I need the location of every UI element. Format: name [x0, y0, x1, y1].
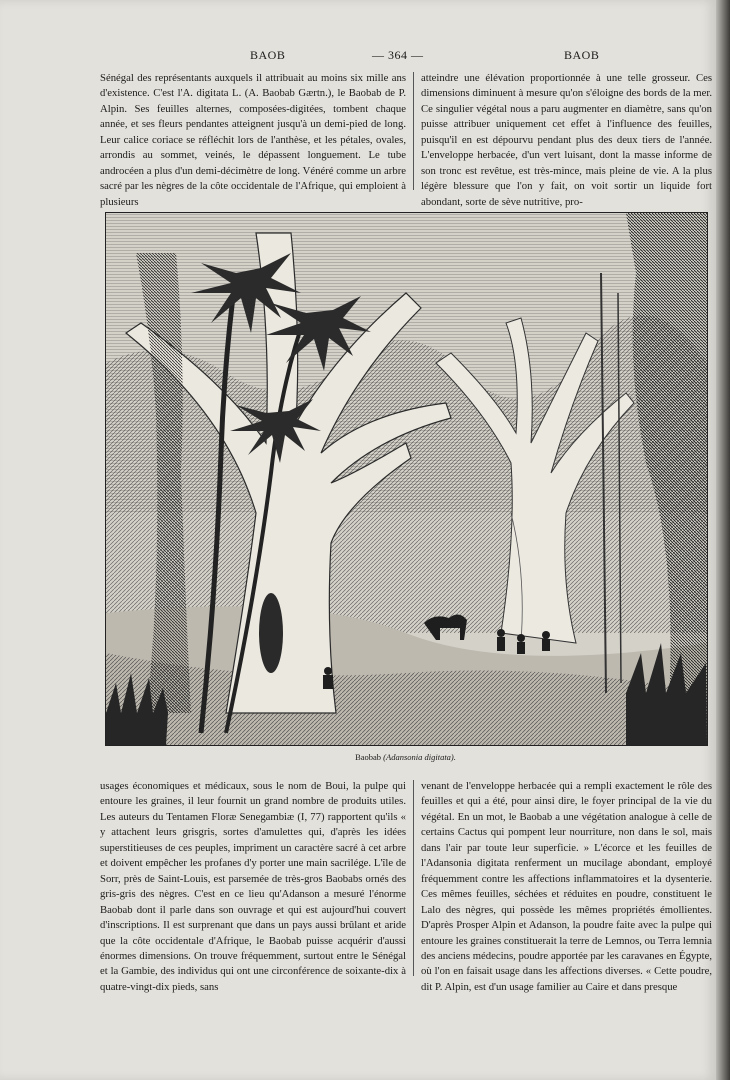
- paragraph: atteindre une élévation proportionnée à une telle grosseur. Ces dimensions diminuent à mesure qu'on s'éloigne des bords de la mer. Ce singulier végétal nous a paru augmenter en diamètre, sans qu'on puisse attribuer uniquement cet effet à l'influence des feuilles, puisqu'il en est dépourvu pendant plus des deux tiers de l'année. L'enveloppe herbacée, d'un vert luisant, dont la masse informe de son tronc est revêtue, est très-mince, mais pleine de vie. A la plus légère blessure que l'on y fait, on voit sortir un liquide fort abondant, sorte de sève nutritive, pro-: [421, 72, 712, 208]
- figure-caption: [105, 752, 706, 762]
- text-column-top-right: [421, 71, 712, 210]
- text-column-bottom-right: [421, 779, 712, 995]
- paragraph: usages économiques et médicaux, sous le nom de Boui, la pulpe qui entoure les graines, il leur fournit un grand nombre de produits utiles. Les auteurs du Tentamen Floræ Senegambiæ (I, 77) rapportent qu'ils « y attachent leurs grisgris, sortes d'amulettes qui, d'après les idées superstitieuses de ces peuples, impriment un caractère sacré à cet arbre et doivent empêcher les profanes d'y porter une main sacrilége. L'île de Sorr, près de Saint-Louis, est parsemée de très-gros Baobabs ornés des gris-gris des nègres. C'est en ce lieu qu'Adanson a mesuré l'énorme Baobab dont il parle dans son ouvrage et qui est aujourd'hui couvert d'inscriptions. Il est surprenant que dans un pays aussi brûlant et aride que la côte occidentale d'Afrique, le Baobab puisse acquérir d'aussi énormes dimensions. On trouve fréquemment, surtout entre le Sénégal et la Gambie, des individus qui ont une circonférence de soixante-dix à quatre-vingt-dix pieds, sans: [100, 780, 406, 993]
- caption-label: Baobab: [355, 752, 382, 762]
- page-number: — 364 —: [372, 48, 424, 62]
- caption-species: (Adansonia digitata).: [383, 752, 456, 762]
- paragraph: venant de l'enveloppe herbacée qui a rempli exactement le rôle des feuilles et qui a été, pour ainsi dire, le foyer principal de la vie du végétal. En un mot, le Baobab a une végétation analogue à celle de certains Cactus qui pompent leur nourriture, non dans le sol, mais dans l'air par toute leur superficie. » L'écorce et les feuilles de l'Adansonia digitata renferment un mucilage abondant, employé fréquemment contre les affections inflammatoires et la dysenterie. Ces mêmes feuilles, séchées et réduites en poudre, constituent le Lalo des nègres, qui possède les mêmes propriétés émollientes. D'après Prosper Alpin et Adanson, la poudre faite avec la pulpe qui entoure les graines constituerait la terre de Lemnos, ou Terra lemnia des anciens médecins, poudre apportée par les caravanes en Égypte, où l'on en faisait usage dans les affections diverses. « Cette poudre, dit P. Alpin, est d'un usage familier au Caire et dans presque: [421, 780, 712, 993]
- baobab-engraving: [105, 212, 708, 746]
- paragraph: Sénégal des représentants auxquels il attribuait au moins six mille ans d'existence. C'est l'A. digitata L. (A. Baobab Gærtn.), le Baobab de P. Alpin. Ses feuilles alternes, composées-digitées, tombent chaque année, et ses fleurs pendantes atteignent jusqu'à un demi-pied de long. Leur calice coriace se réfléchit lors de l'anthèse, et les pétales, ovales, arrondis au sommet, veinés, le dépassent longuement. Le tube androcéen a plus d'un demi-décimètre de long. Vénéré comme un arbre sacré par les nègres de la côte occidentale de l'Afrique, qui emploient à plusieurs: [100, 72, 406, 208]
- column-divider-top: [413, 72, 414, 190]
- running-head-right: BAOB: [564, 48, 600, 62]
- running-head-left: BAOB: [250, 48, 286, 62]
- running-head: [100, 48, 712, 66]
- text-column-bottom-left: [100, 779, 406, 995]
- page-edge: [716, 0, 730, 1080]
- column-divider-bottom: [413, 780, 414, 976]
- text-column-top-left: [100, 71, 406, 210]
- engraving-illustration: [106, 213, 707, 745]
